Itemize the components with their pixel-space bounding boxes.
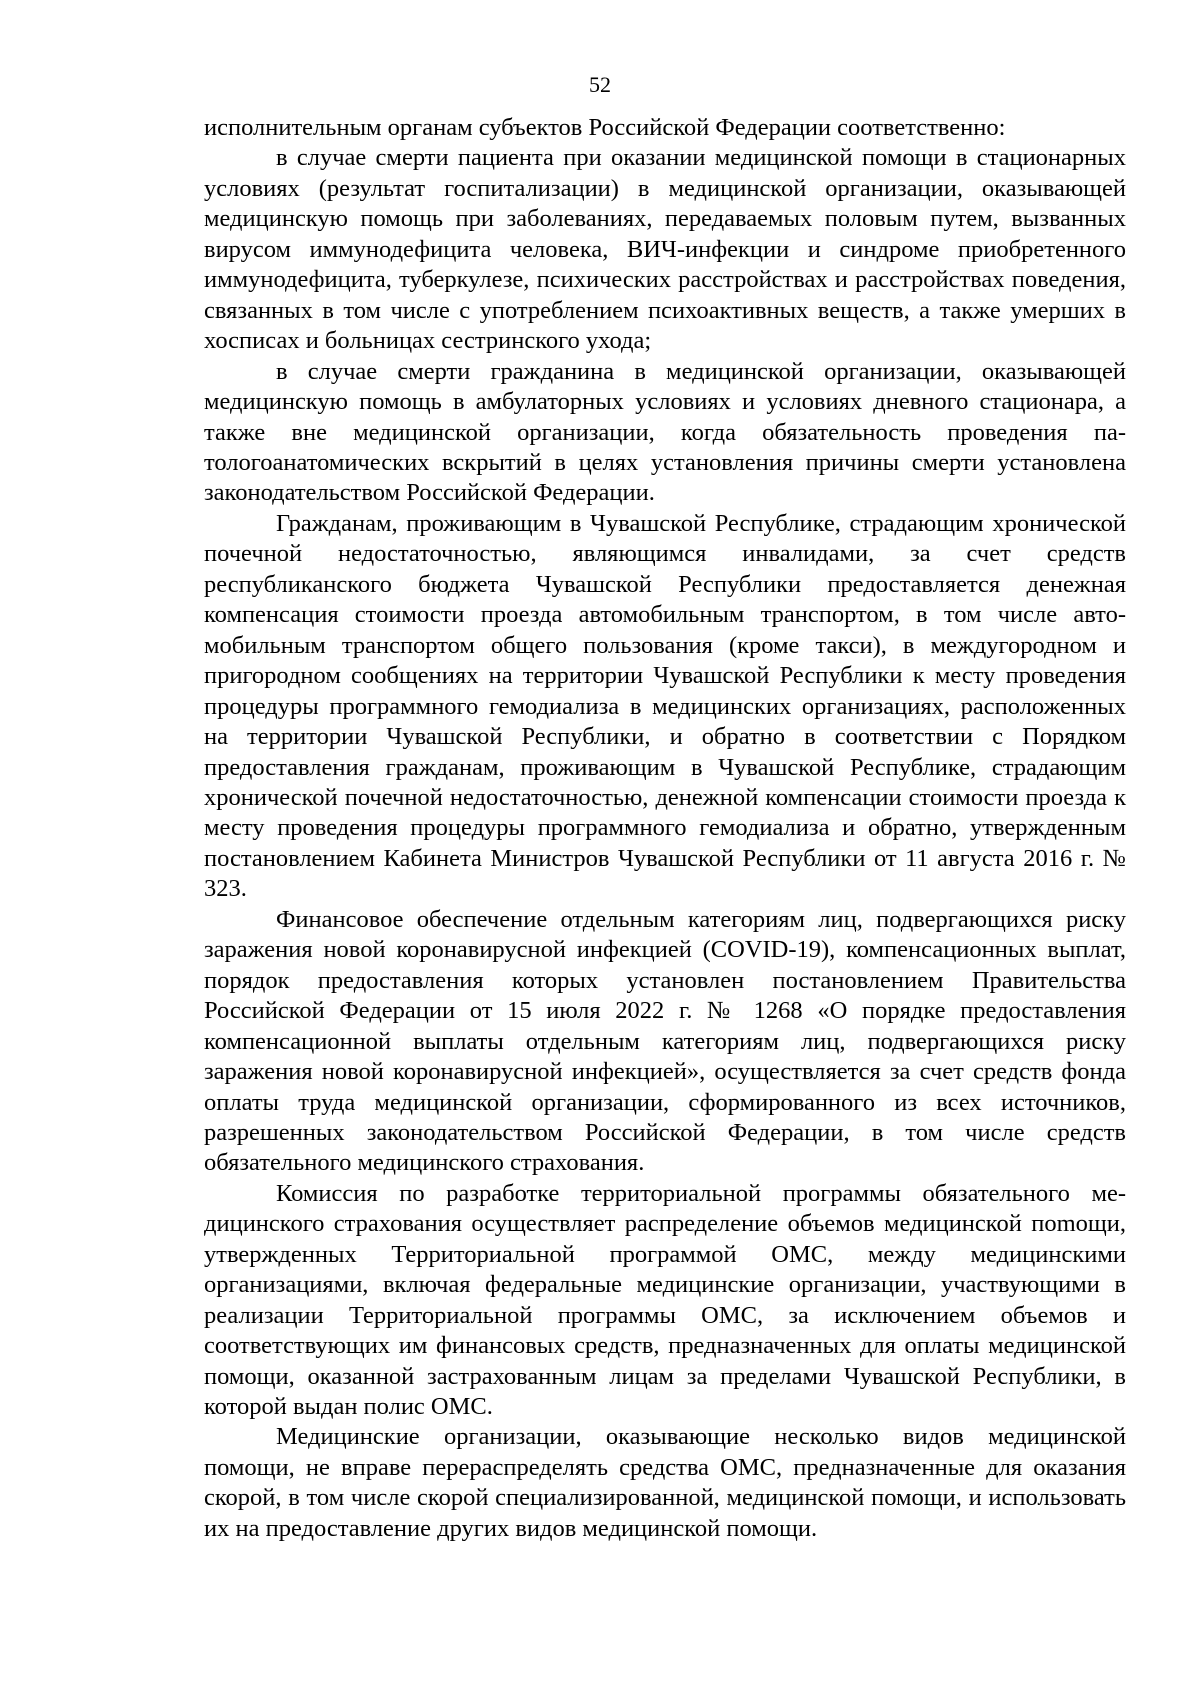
paragraph-ambulatory-death: в случае смерти гражданина в медицинской организации, оказывающей медицинскую помощь в амбулаторных условиях и условиях дневного стационара, а также вне медицинской организации, когда обязательность проведения патологоанатомических вскрытий в целях установления причины смерти установлена законодательством Российской Федерации. <box>204 357 1126 507</box>
paragraph-dialysis-compensation: Гражданам, проживающим в Чувашской Республике, страдающим хронической почечной недостаточностью, являющимся инвалидами, за счет средств республиканского бюджета Чувашской Республики предоставляется денежная компенсация стоимости проезда автомобильным транспортом, в том числе автомобильным транспортом общего пользования (кроме такси), в междугородном и пригородном сообщениях на территории Чувашской Республики к месту проведения процедуры программного гемодиализа в медицинских организациях, расположенных на территории Чувашской Республики, и обратно в соответствии с Порядком предоставления гражданам, проживающим в Чувашской Республике, страдающим хронической почечной недостаточностью, денежной компенсации стоимости проезда к месту проведения процедуры программного гемодиализа и обратно, утвержденным постановлением Кабинета Министров Чувашской Республики от 11 августа 2016 г. № 323. <box>204 509 1126 903</box>
paragraph-emergency-funds: Медицинские организации, оказывающие несколько видов медицинской помощи, не вправе перераспределять средства ОМС, предназначенные для оказания скорой, в том числе скорой специализированной, медицинской помощи, и использовать их на предоставление других видов медицинской помощи. <box>204 1423 1126 1542</box>
page-number: 52 <box>589 72 611 97</box>
paragraph-continuation: исполнительным органам субъектов Российской Федерации соответственно: <box>204 114 1006 141</box>
document-body <box>204 113 1126 1544</box>
paragraph-commission-distribution: Комиссия по разработке территориальной программы обязательного медицинского страхования осуществляет распределение объемов медицинской поmощи, утвержденных Территориальной программой ОМС, между медицинскими организациями, включая федеральные медицинские организации, участвующими в реализации Территориальной программы ОМС, за исключением объемов и соответствующих им финансовых средств, предназначенных для оплаты медицинской помощи, оказанной застрахованным лицам за пределами Чувашской Республики, в которой выдан полис ОМС. <box>204 1179 1126 1421</box>
paragraph-covid-payments: Финансовое обеспечение отдельным категориям лиц, подвергающихся риску заражения новой коронавирусной инфекцией (COVID-19), компенсационных выплат, порядок предоставления которых установлен постановлением Правительства Российской Федерации от 15 июля 2022 г. № 1268 «О порядке предоставления компенсационной выплаты отдельным категориям лиц, подвергающихся риску заражения новой коронавирусной инфекцией», осуществляется за счет средств фонда оплаты труда медицинской организации, сформированного из всех источников, разрешенных законодательством Российской Федерации, в том числе средств обязательного медицинского страхования. <box>204 905 1126 1177</box>
paragraph-hospital-death: в случае смерти пациента при оказании медицинской помощи в стационарных условиях (результат госпитализации) в медицинской организации, оказывающей медицинскую помощь при заболеваниях, передаваемых половым путем, вызванных вирусом иммунодефицита человека, ВИЧ-инфекции и синдроме приобретенного иммунодефицита, туберкулезе, психических расстройствах и расстройствах поведения, связанных в том числе с употреблением психоактивных веществ, а также умерших в хосписах и больницах сестринского ухода; <box>204 144 1126 355</box>
